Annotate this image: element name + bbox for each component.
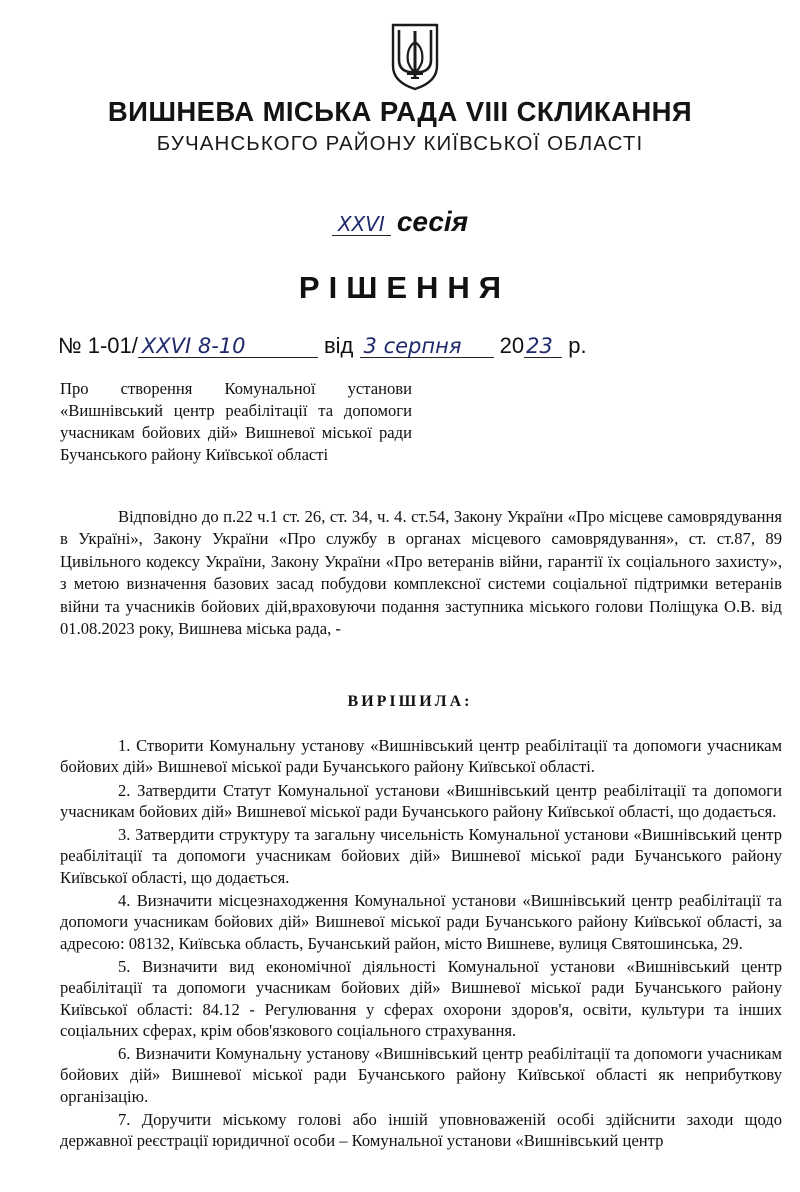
decision-subject: Про створення Комунальної установи «Вишнівський центр реабілітації та допомоги учасникам бойових дій» Вишневої міської ради Бучанського району Київської області — [60, 379, 412, 464]
preamble — [60, 506, 782, 640]
decision-number-prefix: № 1-01/ — [58, 333, 138, 358]
decision-number-line — [58, 333, 587, 359]
council-title: ВИШНЕВА МІСЬКА РАДА VIII СКЛИКАННЯ — [107, 96, 693, 127]
year-suffix: р. — [568, 333, 587, 358]
decision-items — [60, 735, 782, 1154]
list-item: 2. Затвердити Статут Комунальної установи «Вишнівський центр реабілітації та допомоги учасникам бойових дій» Вишневої міської ради Бучанського району Київської області, що додається. — [60, 780, 782, 821]
list-item: 7. Доручити міському голові або іншій уповноваженій особі здійснити заходи щодо державної реєстрації юридичної особи – Комунальної установи «Вишнівський центр — [60, 1110, 782, 1151]
session-label: сесія — [396, 206, 469, 237]
list-item: 4. Визначити місцезнаходження Комунальної установи «Вишнівський центр реабілітації та допомоги учасникам бойових дій» Вишневої міської ради Бучанського району Київської області, за адресою: 08132, Київська область, Бучанський район, місто Вишневе, вулиця Святошинська, 29. — [60, 891, 782, 953]
date-prefix: від — [323, 333, 354, 358]
date-handwritten: 3 серпня — [360, 335, 494, 358]
list-item: 6. Визначити Комунальну установу «Вишнівський центр реабілітації та допомоги учасникам бойових дій» Вишневої міської ради Бучанського району Київської області як неприбуткову організацію. — [60, 1044, 782, 1106]
list-item: 3. Затвердити структуру та загальну чисельність Комунальної установи «Вишнівський центр реабілітації та допомоги учасникам бойових дій» Вишневої міської ради Бучанського району Київської області, що додається. — [60, 825, 782, 887]
decision-title: РІШЕННЯ — [298, 270, 511, 305]
preamble-text: Відповідно до п.22 ч.1 ст. 26, ст. 34, ч. 4. ст.54, Закону України «Про місцеве самоврядування в Україні», Закону України «Про службу в органах місцевого самоврядування», ст. ст.87, 89 Цивільного кодексу України, Закону України «Про ветеранів війни, гарантії їх соціального захисту», з метою визначення базових засад побудови комплексної системи соціальної підтримки ветеранів війни та учасників бойових дій,враховуючи подання заступника міського голови Поліщука О.В. від 01.08.2023 року, Вишнева міська рада, - — [60, 507, 782, 639]
list-item: 1. Створити Комунальну установу «Вишнівський центр реабілітації та допомоги учасникам бойових дій» Вишневої міської ради Бучанського району Київської області. — [60, 736, 782, 777]
decision-number-handwritten: XXVI 8-10 — [138, 335, 318, 358]
year-handwritten: 23 — [524, 335, 562, 358]
council-subtitle: БУЧАНСЬКОГО РАЙОНУ КИЇВСЬКОЇ ОБЛАСТІ — [156, 132, 644, 155]
session-number-handwritten: XXVI — [332, 214, 391, 236]
year-prefix: 20 — [499, 333, 525, 358]
list-item: 5. Визначити вид економічної діяльності Комунальної установи «Вишнівський центр реабілітації та допомоги учасникам бойових дій» Вишневої міської ради Бучанського району Київської області: 84.12 - Регулювання у сферах охорони здоров'я, освіти, культури та інших соціальних сферах, крім обов'язкового соціального страхування. — [60, 956, 782, 1040]
session-line — [0, 206, 800, 238]
resolved-heading: ВИРІШИЛА: — [347, 693, 473, 710]
trident-coat-of-arms-icon — [389, 22, 441, 92]
